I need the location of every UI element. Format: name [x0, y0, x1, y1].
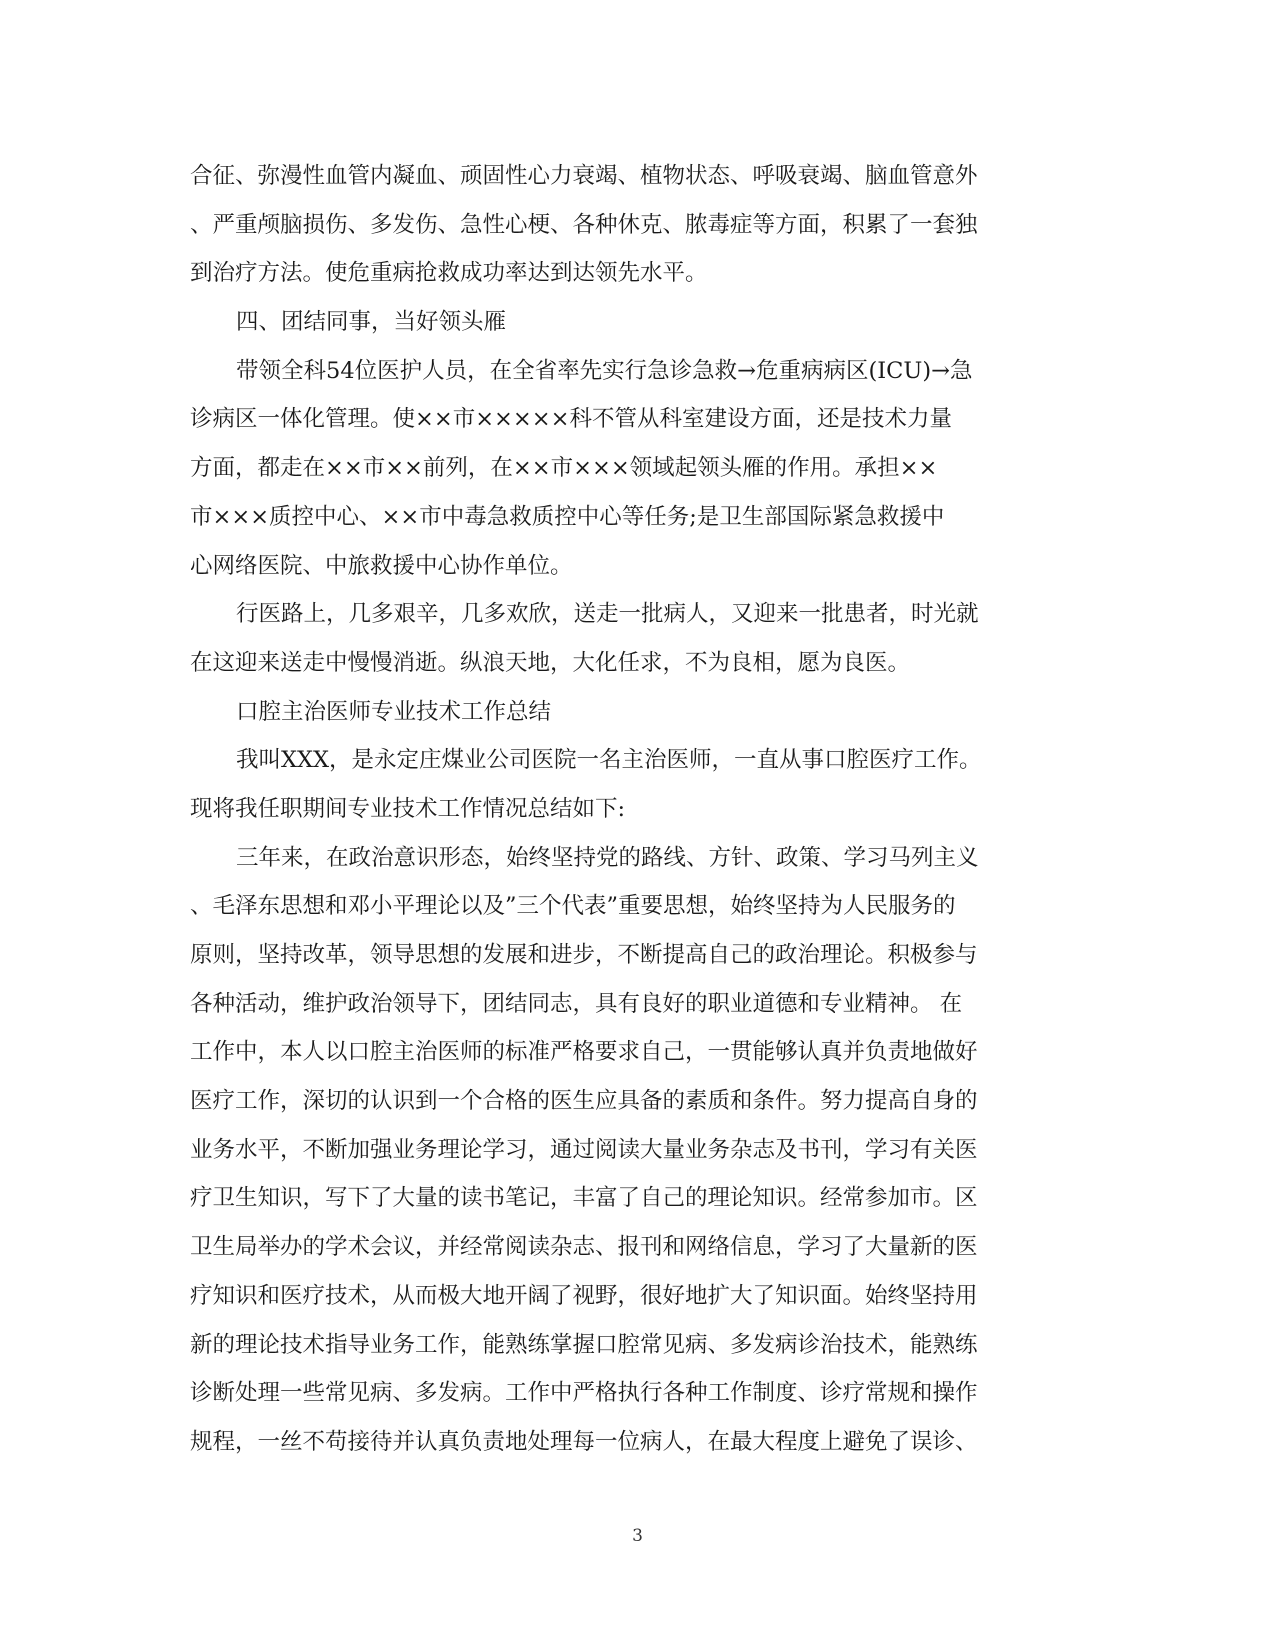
- text-line: 卫生局举办的学术会议，并经常阅读杂志、报刊和网络信息，学习了大量新的医: [190, 1234, 978, 1261]
- text-line: 疗卫生知识，写下了大量的读书笔记，丰富了自己的理论知识。经常参加市。区: [190, 1185, 978, 1212]
- text-line: 、毛泽东思想和邓小平理论以及”三个代表”重要思想，始终坚持为人民服务的: [190, 893, 956, 920]
- text-line: 在这迎来送走中慢慢消逝。纵浪天地，大化任求，不为良相，愿为良医。: [190, 649, 911, 676]
- text-line: 三年来，在政治意识形态，始终坚持党的路线、方针、政策、学习马列主义: [236, 844, 979, 871]
- text-line: 口腔主治医师专业技术工作总结: [236, 698, 552, 725]
- page-number: 3: [632, 1526, 643, 1546]
- text-line: 行医路上，几多艰辛，几多欢欣，送走一批病人，又迎来一批患者，时光就: [236, 601, 979, 628]
- text-line: 心网络医院、中旅救援中心协作单位。: [190, 552, 573, 579]
- text-line: 新的理论技术指导业务工作，能熟练掌握口腔常见病、多发病诊治技术，能熟练: [190, 1331, 978, 1358]
- text-line: 诊断处理一些常见病、多发病。工作中严格执行各种工作制度、诊疗常规和操作: [190, 1380, 978, 1407]
- text-line: 四、团结同事，当好领头雁: [236, 309, 507, 336]
- text-line: 我叫XXX，是永定庄煤业公司医院一名主治医师，一直从事口腔医疗工作。: [236, 747, 982, 774]
- document-body: [190, 152, 1070, 1467]
- text-line: 、严重颅脑损伤、多发伤、急性心梗、各种休克、脓毒症等方面，积累了一套独: [190, 211, 978, 238]
- text-line: 诊病区一体化管理。使××市×××××科不管从科室建设方面，还是技术力量: [190, 406, 952, 433]
- text-line: 合征、弥漫性血管内凝血、顽固性心力衰竭、植物状态、呼吸衰竭、脑血管意外: [190, 163, 978, 189]
- text-line: 市×××质控中心、××市中毒急救质控中心等任务;是卫生部国际紧急救援中: [190, 503, 945, 530]
- text-line: 规程，一丝不苟接待并认真负责地处理每一位病人，在最大程度上避免了误诊、: [190, 1428, 978, 1455]
- text-line: 方面，都走在××市××前列，在××市×××领域起领头雁的作用。承担××: [190, 455, 938, 482]
- text-line: 各种活动，维护政治领导下，团结同志，具有良好的职业道德和专业精神。 在: [190, 990, 963, 1017]
- text-line: 业务水平，不断加强业务理论学习，通过阅读大量业务杂志及书刊，学习有关医: [190, 1136, 978, 1163]
- text-line: 疗知识和医疗技术，从而极大地开阔了视野，很好地扩大了知识面。始终坚持用: [190, 1282, 978, 1309]
- text-line: 原则，坚持改革，领导思想的发展和进步，不断提高自己的政治理论。积极参与: [190, 942, 978, 968]
- text-line: 医疗工作，深切的认识到一个合格的医生应具备的素质和条件。努力提高自身的: [190, 1088, 978, 1115]
- text-line: 现将我任职期间专业技术工作情况总结如下:: [190, 795, 626, 822]
- text-line: 工作中，本人以口腔主治医师的标准严格要求自己，一贯能够认真并负责地做好: [190, 1039, 978, 1066]
- text-line: 到治疗方法。使危重病抢救成功率达到达领先水平。: [190, 260, 708, 287]
- text-line: 带领全科54位医护人员，在全省率先实行急诊急救→危重病病区(ICU)→急: [236, 357, 973, 384]
